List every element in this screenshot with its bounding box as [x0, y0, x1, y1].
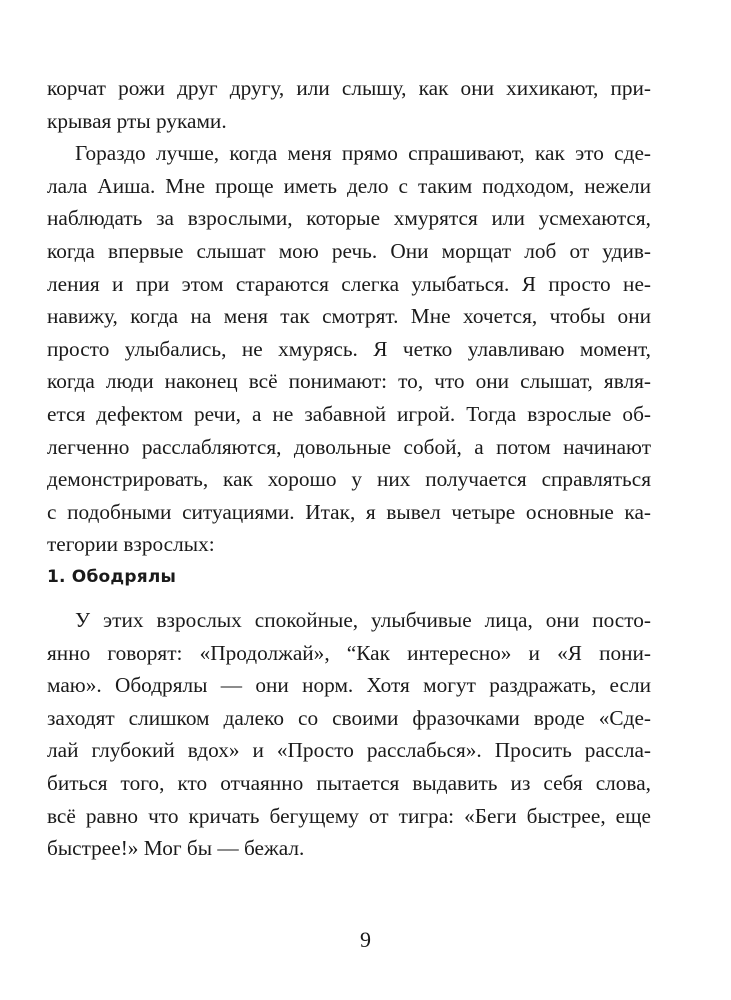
text-line: навижу, когда на меня так смотрят. Мне хочется, чтобы они	[47, 304, 651, 329]
section-heading: 1. Ободрялы	[47, 567, 177, 587]
text-line: когда люди наконец всё понимают: то, что они слышат, явля-	[47, 369, 651, 394]
text-line: тегории взрослых:	[47, 532, 215, 557]
text-line: лала Аиша. Мне проще иметь дело с таким подходом, нежели	[47, 173, 651, 198]
text-line: демонстрировать, как хорошо у них получается справляться	[47, 467, 651, 492]
text-line: наблюдать за взрослыми, которые хмурятся или усмехаются,	[47, 206, 651, 231]
page-number: 9	[360, 927, 371, 952]
text-line: легченно расслабляются, довольные собой, а потом начинают	[47, 434, 651, 459]
text-line: лай глубокий вдох» и «Просто расслабься». Просить рассла-	[47, 738, 651, 763]
text-line: Гораздо лучше, когда меня прямо спрашивают, как это сде-	[75, 141, 651, 166]
text-line: маю». Ободрялы — они норм. Хотя могут раздражать, если	[47, 673, 651, 698]
text-line: заходят слишком далеко со своими фразочками вроде «Сде-	[47, 705, 651, 730]
text-line: корчат рожи друг другу, или слышу, как они хихикают, при-	[47, 76, 651, 100]
text-line: ления и при этом стараются слегка улыбаться. Я просто не-	[47, 271, 651, 296]
text-line: просто улыбались, не хмурясь. Я четко улавливаю момент,	[47, 336, 651, 361]
text-line: быстрее!» Мог бы — бежал.	[47, 836, 305, 861]
text-line: крывая рты руками.	[47, 108, 227, 133]
text-line: всё равно что кричать бегущему от тигра: «Беги быстрее, еще	[47, 803, 651, 828]
text-line: когда впервые слышат мою речь. Они морщат лоб от удив-	[47, 238, 651, 263]
text-line: янно говорят: «Продолжай», “Как интересно» и «Я пони-	[47, 640, 651, 665]
body-text-section	[47, 604, 651, 865]
text-line: ется дефектом речи, а не забавной игрой. Тогда взрослые об-	[47, 401, 651, 426]
body-text-top	[47, 72, 651, 561]
text-line: биться того, кто отчаянно пытается выдавить из себя слова,	[47, 770, 651, 795]
text-line: У этих взрослых спокойные, улыбчивые лица, они посто-	[75, 608, 651, 632]
text-line: с подобными ситуациями. Итак, я вывел четыре основные ка-	[47, 499, 651, 524]
